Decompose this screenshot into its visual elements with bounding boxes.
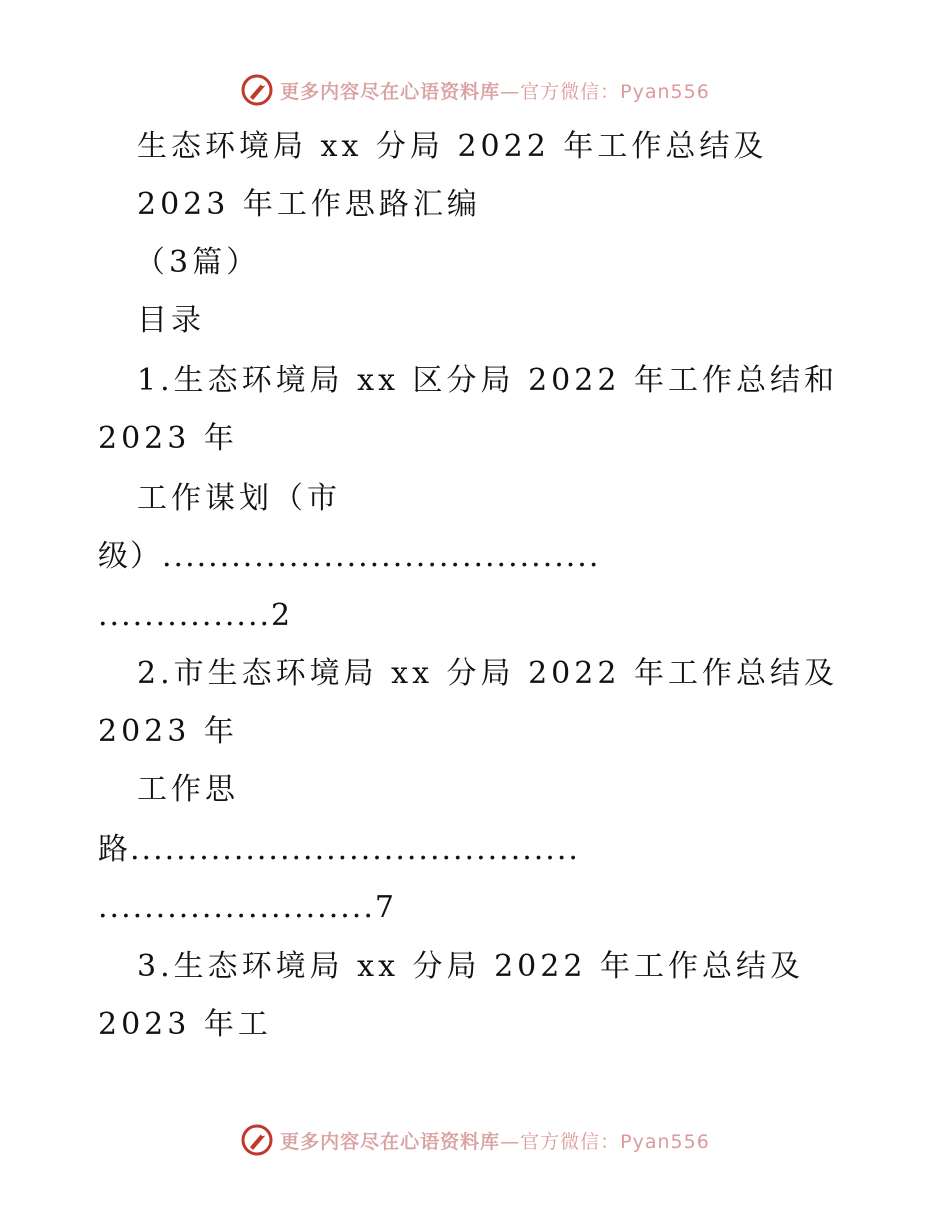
toc-item-2-line-3: 工作思 bbox=[137, 772, 239, 807]
toc-item-2-line-1: 2.市生态环境局 xx 分局 2022 年工作总结及 bbox=[137, 656, 838, 691]
toc-item-2-page-line: ........................7 bbox=[98, 890, 396, 925]
toc-item-1-line-1: 1.生态环境局 xx 区分局 2022 年工作总结和 bbox=[137, 363, 838, 398]
toc-item-1-line-2: 2023 年 bbox=[98, 421, 238, 456]
banner-text: 更多内容尽在心语资料库—官方微信：Pyan556 bbox=[280, 80, 710, 103]
pen-nib-logo-icon bbox=[240, 73, 274, 107]
header-banner bbox=[0, 70, 950, 110]
toc-item-1-line-3: 工作谋划（市 bbox=[137, 481, 341, 516]
toc-item-2-line-2: 2023 年 bbox=[98, 714, 238, 749]
document-title-line-2: 2023 年工作思路汇编 bbox=[137, 187, 481, 222]
toc-heading: 目录 bbox=[137, 303, 205, 338]
pen-nib-logo-icon bbox=[240, 1123, 274, 1157]
toc-item-2-leader-line: 路....................................... bbox=[98, 832, 580, 867]
footer-banner bbox=[0, 1120, 950, 1160]
toc-item-1-leader-line: 级）...................................... bbox=[98, 539, 601, 574]
toc-item-3-line-2: 2023 年工 bbox=[98, 1007, 272, 1042]
banner-text: 更多内容尽在心语资料库—官方微信：Pyan556 bbox=[280, 1130, 710, 1153]
toc-item-1-page-line: ...............2 bbox=[98, 598, 293, 633]
document-article-count: （3篇） bbox=[135, 245, 261, 280]
document-title-line-1: 生态环境局 xx 分局 2022 年工作总结及 bbox=[137, 129, 768, 164]
toc-item-3-line-1: 3.生态环境局 xx 分局 2022 年工作总结及 bbox=[137, 949, 804, 984]
